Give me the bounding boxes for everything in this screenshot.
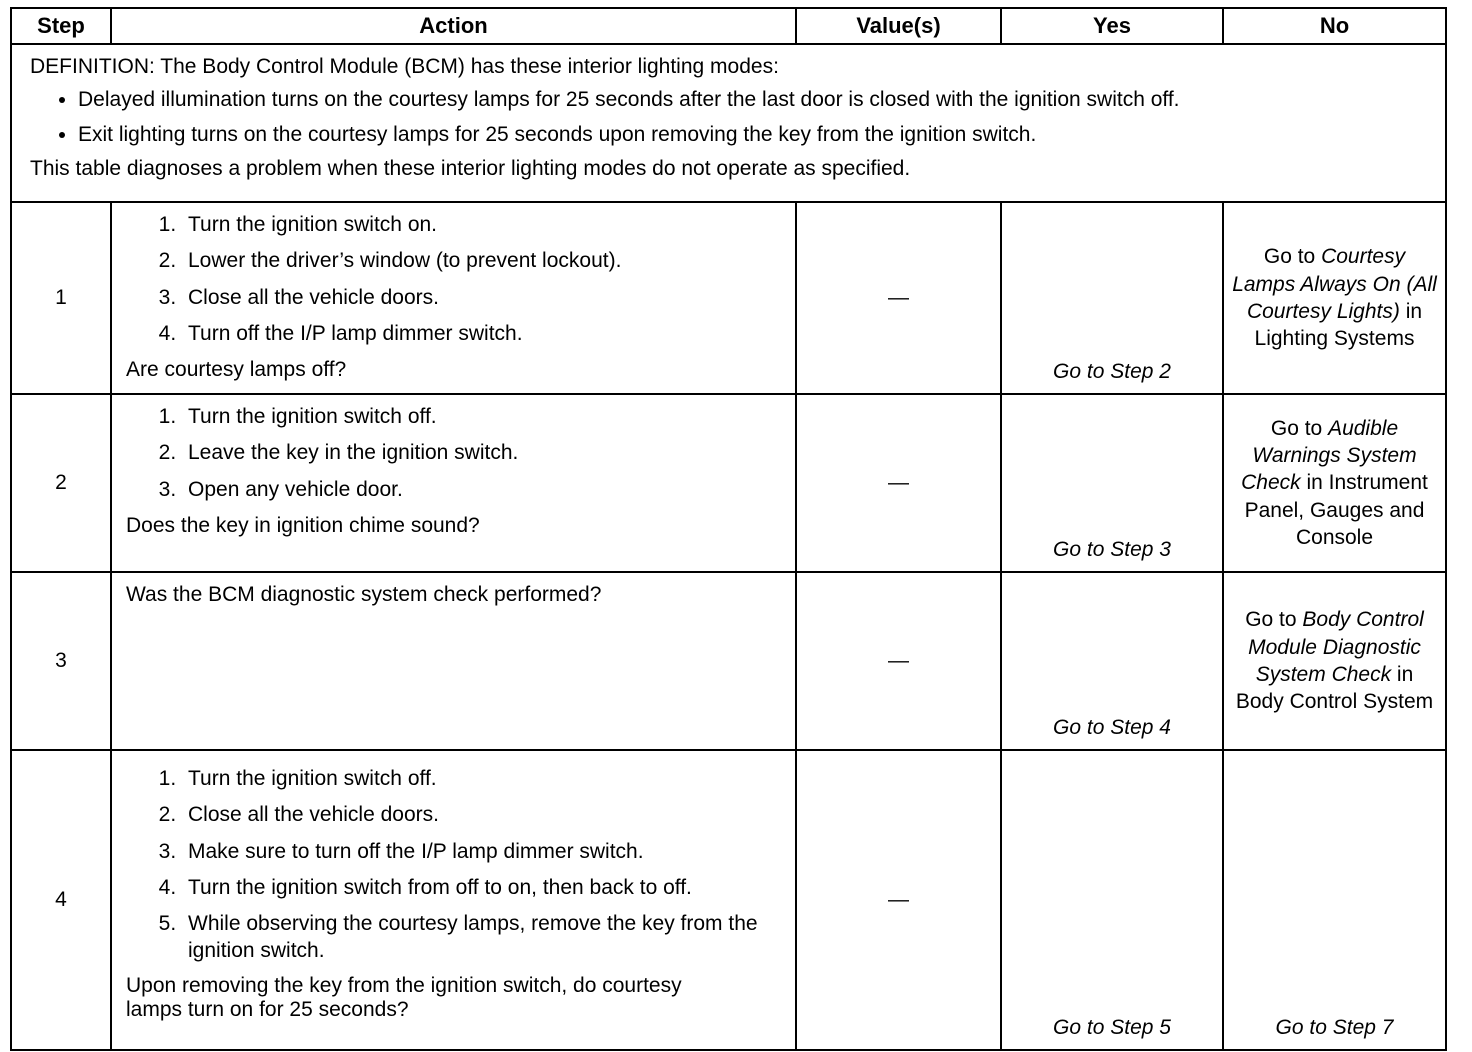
action-item: 4. Turn the ignition switch from off to on, then back to off.: [182, 874, 758, 901]
action-cell: [111, 750, 796, 1050]
definition-bullet: • Delayed illumination turns on the courtesy lamps for 25 seconds after the last door is closed with the ignition switch off.: [78, 86, 1427, 113]
action-item: 5. While observing the courtesy lamps, remove the key from the ignition switch.: [182, 910, 788, 965]
no-cell: [1223, 202, 1446, 394]
header-action: Action: [111, 8, 796, 44]
no-text-post: in Body Control System: [1235, 663, 1434, 714]
action-list: [126, 403, 781, 503]
action-item: 3. Open any vehicle door.: [182, 476, 781, 503]
step-number: 4: [11, 750, 111, 1050]
diagnostic-table-container: [10, 7, 1445, 1051]
value-cell: —: [796, 750, 1001, 1050]
action-item: 1. Turn the ignition switch on.: [182, 211, 781, 238]
no-cell: [1223, 394, 1446, 572]
action-question: Upon removing the key from the ignition switch, do courtesy lamps turn on for 25 seconds?: [126, 973, 682, 1021]
no-text-pre: Go to: [1263, 245, 1322, 269]
no-text-pre: Go to: [1245, 608, 1303, 632]
action-cell: [111, 394, 796, 572]
value-cell: —: [796, 394, 1001, 572]
header-no: No: [1223, 8, 1446, 44]
action-list: [126, 211, 781, 347]
no-text-post: in Lighting Systems: [1254, 300, 1423, 351]
no-cell: Go to Step 7: [1223, 750, 1446, 1050]
action-item: 3. Close all the vehicle doors.: [182, 284, 781, 311]
header-row: [11, 8, 1446, 44]
no-text-reference: Courtesy Lamps Always On (All Courtesy Lights): [1232, 245, 1437, 323]
action-list: [126, 765, 781, 965]
yes-cell: Go to Step 3: [1001, 394, 1223, 572]
step-number: 3: [11, 572, 111, 750]
action-question: Was the BCM diagnostic system check performed?: [126, 583, 602, 606]
table-row-step-3: [11, 572, 1446, 750]
header-yes: Yes: [1001, 8, 1223, 44]
action-item: 1. Turn the ignition switch off.: [182, 403, 781, 430]
definition-cell: [11, 44, 1446, 202]
diagnostic-table: [10, 7, 1447, 1051]
definition-intro: DEFINITION: The Body Control Module (BCM) has these interior lighting modes:: [30, 55, 779, 78]
table-row-step-1: [11, 202, 1446, 394]
definition-bullets: [30, 86, 1427, 148]
no-text-reference: Audible Warnings System Check: [1241, 416, 1417, 495]
table-row-step-4: [11, 750, 1446, 1050]
definition-outro: This table diagnoses a problem when these interior lighting modes do not operate as specified.: [30, 156, 911, 180]
action-item: 2. Close all the vehicle doors.: [182, 801, 781, 828]
action-item: 1. Turn the ignition switch off.: [182, 765, 781, 792]
action-cell: [111, 202, 796, 394]
no-text-post: in Instrument Panel, Gauges and Console: [1244, 471, 1428, 549]
action-cell: [111, 572, 796, 750]
action-item: 4. Turn off the I/P lamp dimmer switch.: [182, 320, 781, 347]
action-question: Does the key in ignition chime sound?: [126, 513, 480, 537]
definition-bullet: • Exit lighting turns on the courtesy lamps for 25 seconds upon removing the key from the ignition switch.: [78, 121, 1427, 148]
action-item: 2. Leave the key in the ignition switch.: [182, 439, 781, 466]
no-cell: [1223, 572, 1446, 750]
definition-row: [11, 44, 1446, 202]
value-cell: —: [796, 572, 1001, 750]
action-question: Are courtesy lamps off?: [126, 358, 347, 382]
table-row-step-2: [11, 394, 1446, 572]
header-step: Step: [11, 8, 111, 44]
action-item: 2. Lower the driver’s window (to prevent lockout).: [182, 247, 781, 274]
value-cell: —: [796, 202, 1001, 394]
yes-cell: Go to Step 2: [1001, 202, 1223, 394]
no-text-pre: Go to: [1270, 416, 1329, 440]
yes-cell: Go to Step 4: [1001, 572, 1223, 750]
header-values: Value(s): [796, 8, 1001, 44]
step-number: 1: [11, 202, 111, 394]
action-item: 3. Make sure to turn off the I/P lamp dimmer switch.: [182, 838, 781, 865]
step-number: 2: [11, 394, 111, 572]
no-text-reference: Body Control Module Diagnostic System Check: [1248, 608, 1424, 686]
yes-cell: Go to Step 5: [1001, 750, 1223, 1050]
